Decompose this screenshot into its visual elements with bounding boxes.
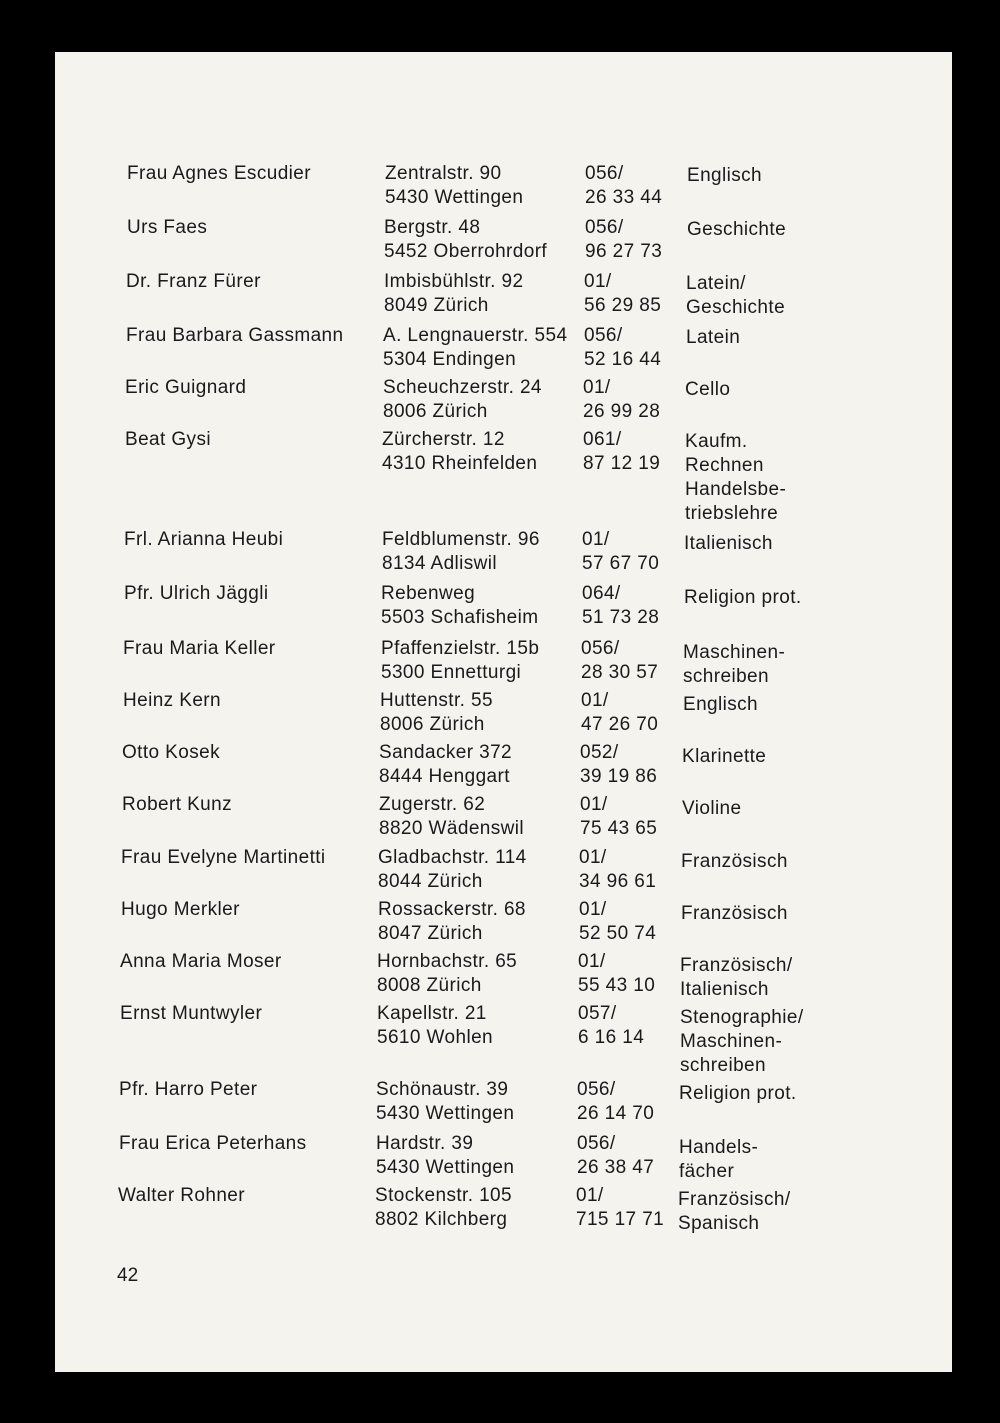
teacher-name: Frau Maria Keller bbox=[123, 638, 276, 659]
teacher-name: Otto Kosek bbox=[122, 742, 220, 763]
phone-area-code: 052/ bbox=[580, 742, 619, 763]
teacher-name-cell bbox=[122, 793, 232, 817]
postal-city: 8444 Henggart bbox=[379, 766, 510, 787]
teacher-name: Frau Evelyne Martinetti bbox=[121, 847, 326, 868]
postal-city: 8049 Zürich bbox=[384, 295, 489, 316]
subject-cell bbox=[682, 797, 742, 821]
address-cell bbox=[384, 270, 523, 318]
subject-cell bbox=[685, 378, 730, 402]
postal-city: 8134 Adliswil bbox=[382, 553, 498, 574]
street-address: Gladbachstr. 114 bbox=[378, 847, 527, 868]
subject-line: fächer bbox=[679, 1161, 735, 1182]
teacher-name: Frau Agnes Escudier bbox=[127, 163, 311, 184]
phone-cell bbox=[584, 324, 661, 372]
phone-area-code: 061/ bbox=[583, 429, 622, 450]
address-cell bbox=[375, 1184, 512, 1232]
phone-area-code: 064/ bbox=[582, 583, 621, 604]
teacher-name: Dr. Franz Fürer bbox=[126, 271, 261, 292]
subject-line: Englisch bbox=[687, 165, 763, 186]
teacher-name-cell bbox=[120, 1002, 262, 1026]
phone-number: 51 73 28 bbox=[582, 607, 660, 628]
phone-area-code: 01/ bbox=[579, 847, 607, 868]
phone-cell bbox=[576, 1184, 664, 1232]
address-cell bbox=[378, 846, 527, 894]
teacher-name-cell bbox=[125, 428, 211, 452]
postal-city: 5610 Wohlen bbox=[377, 1027, 494, 1048]
teacher-name: Pfr. Harro Peter bbox=[119, 1079, 258, 1100]
phone-number: 52 50 74 bbox=[579, 923, 657, 944]
phone-number: 26 38 47 bbox=[577, 1157, 655, 1178]
subject-cell bbox=[682, 745, 766, 769]
subject-cell bbox=[686, 272, 785, 320]
subject-line: Handels- bbox=[679, 1137, 759, 1158]
address-cell bbox=[379, 793, 524, 841]
teacher-name-cell bbox=[120, 950, 282, 974]
phone-cell bbox=[577, 1132, 654, 1180]
phone-number: 715 17 71 bbox=[576, 1209, 665, 1230]
street-address: Huttenstr. 55 bbox=[380, 690, 493, 711]
phone-cell bbox=[579, 898, 656, 946]
street-address: Feldblumenstr. 96 bbox=[382, 529, 540, 550]
phone-cell bbox=[579, 846, 656, 894]
subject-line: Klarinette bbox=[682, 746, 767, 767]
phone-number: 39 19 86 bbox=[580, 766, 658, 787]
teacher-name-cell bbox=[121, 898, 240, 922]
phone-number: 28 30 57 bbox=[581, 662, 659, 683]
teacher-name: Ernst Muntwyler bbox=[120, 1003, 263, 1024]
subject-line: Latein bbox=[686, 327, 741, 348]
subject-cell bbox=[679, 1136, 758, 1184]
street-address: Stockenstr. 105 bbox=[375, 1185, 512, 1206]
teacher-name: Hugo Merkler bbox=[121, 899, 240, 920]
phone-area-code: 01/ bbox=[576, 1185, 604, 1206]
teacher-name: Walter Rohner bbox=[118, 1185, 245, 1206]
teacher-name-cell bbox=[119, 1078, 257, 1102]
phone-area-code: 056/ bbox=[585, 217, 624, 238]
phone-number: 96 27 73 bbox=[585, 241, 663, 262]
teacher-name: Urs Faes bbox=[127, 217, 208, 238]
address-cell bbox=[382, 428, 537, 476]
phone-number: 6 16 14 bbox=[578, 1027, 645, 1048]
page-number: 42 bbox=[117, 1265, 139, 1286]
postal-city: 8047 Zürich bbox=[378, 923, 483, 944]
phone-cell bbox=[580, 793, 657, 841]
phone-area-code: 01/ bbox=[579, 899, 607, 920]
phone-number: 52 16 44 bbox=[584, 349, 662, 370]
postal-city: 5430 Wettingen bbox=[376, 1103, 515, 1124]
phone-number: 26 33 44 bbox=[585, 187, 663, 208]
teacher-name-cell bbox=[127, 216, 207, 240]
subject-line: Religion prot. bbox=[684, 587, 802, 608]
teacher-name: Anna Maria Moser bbox=[120, 951, 282, 972]
postal-city: 5304 Endingen bbox=[383, 349, 517, 370]
teacher-name-cell bbox=[123, 637, 276, 661]
phone-area-code: 056/ bbox=[577, 1133, 616, 1154]
postal-city: 5503 Schafisheim bbox=[381, 607, 539, 628]
subject-line: Französisch/ bbox=[678, 1189, 791, 1210]
subject-cell bbox=[680, 954, 793, 1002]
address-cell bbox=[380, 689, 493, 737]
teacher-name-cell bbox=[125, 376, 246, 400]
teacher-name: Robert Kunz bbox=[122, 794, 233, 815]
subject-line: Maschinen- bbox=[683, 642, 786, 663]
subject-cell bbox=[687, 164, 762, 188]
subject-line: schreiben bbox=[683, 666, 769, 687]
phone-cell bbox=[581, 689, 658, 737]
teacher-name: Heinz Kern bbox=[123, 690, 221, 711]
postal-city: 5430 Wettingen bbox=[385, 187, 524, 208]
subject-line: Handelsbe- bbox=[685, 479, 787, 500]
subject-cell bbox=[680, 1006, 804, 1078]
address-cell bbox=[377, 950, 517, 998]
phone-number: 75 43 65 bbox=[580, 818, 658, 839]
phone-area-code: 01/ bbox=[583, 377, 611, 398]
postal-city: 8006 Zürich bbox=[380, 714, 485, 735]
phone-area-code: 056/ bbox=[577, 1079, 616, 1100]
subject-cell bbox=[684, 532, 773, 556]
phone-area-code: 01/ bbox=[578, 951, 606, 972]
teacher-name-cell bbox=[118, 1184, 245, 1208]
phone-number: 47 26 70 bbox=[581, 714, 659, 735]
street-address: Zürcherstr. 12 bbox=[382, 429, 505, 450]
phone-number: 55 43 10 bbox=[578, 975, 656, 996]
teacher-name-cell bbox=[126, 270, 261, 294]
phone-area-code: 056/ bbox=[584, 325, 623, 346]
address-cell bbox=[381, 582, 538, 630]
subject-line: Violine bbox=[682, 798, 742, 819]
teacher-name-cell bbox=[123, 689, 221, 713]
address-cell bbox=[385, 162, 523, 210]
address-cell bbox=[381, 637, 539, 685]
postal-city: 8008 Zürich bbox=[377, 975, 482, 996]
phone-cell bbox=[583, 376, 660, 424]
phone-number: 56 29 85 bbox=[584, 295, 662, 316]
street-address: Hornbachstr. 65 bbox=[377, 951, 518, 972]
phone-number: 87 12 19 bbox=[583, 453, 661, 474]
phone-cell bbox=[584, 270, 661, 318]
address-cell bbox=[376, 1078, 514, 1126]
street-address: Imbisbühlstr. 92 bbox=[384, 271, 524, 292]
subject-line: Französisch bbox=[681, 903, 788, 924]
subject-line: Cello bbox=[685, 379, 731, 400]
postal-city: 5300 Ennetturgi bbox=[381, 662, 522, 683]
street-address: Kapellstr. 21 bbox=[377, 1003, 487, 1024]
phone-area-code: 01/ bbox=[581, 690, 609, 711]
subject-line: Maschinen- bbox=[680, 1031, 783, 1052]
teacher-name: Frau Barbara Gassmann bbox=[126, 325, 344, 346]
subject-cell bbox=[678, 1188, 791, 1236]
teacher-name-cell bbox=[126, 324, 344, 348]
phone-cell bbox=[577, 1078, 654, 1126]
address-cell bbox=[384, 216, 547, 264]
street-address: A. Lengnauerstr. 554 bbox=[383, 325, 568, 346]
subject-line: Italienisch bbox=[680, 979, 769, 1000]
street-address: Rossackerstr. 68 bbox=[378, 899, 526, 920]
subject-line: Latein/ bbox=[686, 273, 746, 294]
phone-cell bbox=[582, 528, 659, 576]
phone-cell bbox=[585, 162, 662, 210]
postal-city: 4310 Rheinfelden bbox=[382, 453, 538, 474]
address-cell bbox=[383, 376, 542, 424]
street-address: Zugerstr. 62 bbox=[379, 794, 486, 815]
phone-number: 26 99 28 bbox=[583, 401, 661, 422]
street-address: Rebenweg bbox=[381, 583, 476, 604]
phone-cell bbox=[580, 741, 657, 789]
phone-cell bbox=[585, 216, 662, 264]
subject-line: Spanisch bbox=[678, 1213, 760, 1234]
subject-cell bbox=[683, 641, 785, 689]
subject-cell bbox=[681, 902, 788, 926]
subject-line: Italienisch bbox=[684, 533, 773, 554]
subject-cell bbox=[685, 430, 786, 526]
street-address: Hardstr. 39 bbox=[376, 1133, 474, 1154]
address-cell bbox=[377, 1002, 493, 1050]
teacher-name-cell bbox=[121, 846, 326, 870]
subject-line: Kaufm. bbox=[685, 431, 748, 452]
postal-city: 8802 Kilchberg bbox=[375, 1209, 508, 1230]
phone-cell bbox=[578, 950, 655, 998]
teacher-name: Beat Gysi bbox=[125, 429, 211, 450]
subject-cell bbox=[679, 1082, 797, 1106]
subject-cell bbox=[687, 218, 786, 242]
subject-cell bbox=[683, 693, 758, 717]
phone-number: 34 96 61 bbox=[579, 871, 657, 892]
address-cell bbox=[382, 528, 540, 576]
street-address: Bergstr. 48 bbox=[384, 217, 481, 238]
phone-area-code: 056/ bbox=[581, 638, 620, 659]
postal-city: 8820 Wädenswil bbox=[379, 818, 525, 839]
address-cell bbox=[378, 898, 526, 946]
phone-area-code: 01/ bbox=[580, 794, 608, 815]
teacher-name-cell bbox=[122, 741, 220, 765]
phone-cell bbox=[578, 1002, 644, 1050]
teacher-name-cell bbox=[124, 582, 268, 606]
phone-area-code: 01/ bbox=[582, 529, 610, 550]
postal-city: 5452 Oberrohrdorf bbox=[384, 241, 548, 262]
phone-cell bbox=[581, 637, 658, 685]
subject-line: Stenographie/ bbox=[680, 1007, 804, 1028]
teacher-name-cell bbox=[127, 162, 311, 186]
teacher-name-cell bbox=[119, 1132, 307, 1156]
subject-line: Religion prot. bbox=[679, 1083, 797, 1104]
subject-line: Geschichte bbox=[687, 219, 787, 240]
subject-line: triebslehre bbox=[685, 503, 779, 524]
street-address: Scheuchzerstr. 24 bbox=[383, 377, 542, 398]
phone-area-code: 01/ bbox=[584, 271, 612, 292]
postal-city: 8044 Zürich bbox=[378, 871, 483, 892]
street-address: Pfaffenzielstr. 15b bbox=[381, 638, 540, 659]
subject-cell bbox=[686, 326, 740, 350]
teacher-name: Eric Guignard bbox=[125, 377, 247, 398]
postal-city: 5430 Wettingen bbox=[376, 1157, 515, 1178]
phone-cell bbox=[582, 582, 659, 630]
street-address: Schönaustr. 39 bbox=[376, 1079, 509, 1100]
subject-line: schreiben bbox=[680, 1055, 766, 1076]
teacher-name: Frau Erica Peterhans bbox=[119, 1133, 307, 1154]
street-address: Sandacker 372 bbox=[379, 742, 513, 763]
address-cell bbox=[379, 741, 512, 789]
street-address: Zentralstr. 90 bbox=[385, 163, 502, 184]
subject-line: Französisch bbox=[681, 851, 788, 872]
subject-line: Rechnen bbox=[685, 455, 764, 476]
subject-line: Englisch bbox=[683, 694, 759, 715]
teacher-name: Frl. Arianna Heubi bbox=[124, 529, 284, 550]
phone-cell bbox=[583, 428, 660, 476]
phone-number: 26 14 70 bbox=[577, 1103, 655, 1124]
phone-area-code: 057/ bbox=[578, 1003, 617, 1024]
subject-line: Geschichte bbox=[686, 297, 786, 318]
document-page bbox=[55, 52, 952, 1372]
teacher-name: Pfr. Ulrich Jäggli bbox=[124, 583, 269, 604]
address-cell bbox=[383, 324, 567, 372]
address-cell bbox=[376, 1132, 514, 1180]
postal-city: 8006 Zürich bbox=[383, 401, 488, 422]
subject-cell bbox=[681, 850, 788, 874]
phone-area-code: 056/ bbox=[585, 163, 624, 184]
subject-line: Französisch/ bbox=[680, 955, 793, 976]
teacher-name-cell bbox=[124, 528, 283, 552]
phone-number: 57 67 70 bbox=[582, 553, 660, 574]
subject-cell bbox=[684, 586, 802, 610]
